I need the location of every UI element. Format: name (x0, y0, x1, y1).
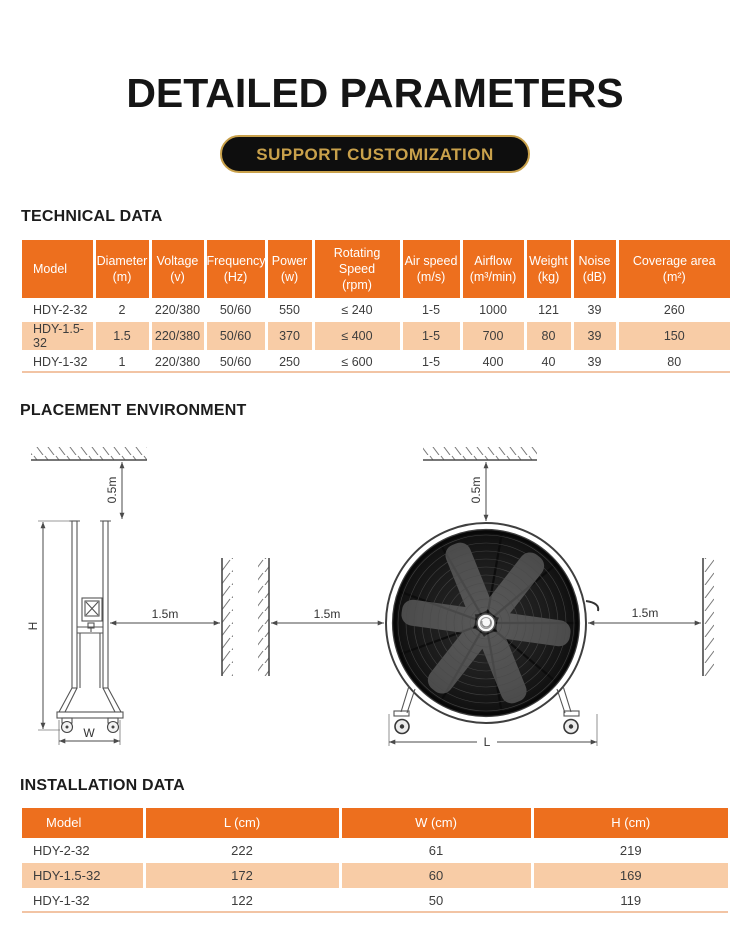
table-row (22, 322, 730, 350)
cell-rotating-speed: ≤ 400 (313, 322, 401, 350)
placement-diagram (0, 430, 750, 775)
cell-weight: 121 (525, 298, 572, 322)
cell-frequency: 50/60 (205, 350, 266, 374)
cell-voltage: 220/380 (150, 298, 205, 322)
cell-l: 172 (144, 863, 340, 888)
cell-w: 60 (340, 863, 532, 888)
cell-w: 50 (340, 888, 532, 913)
fan-handle (586, 601, 598, 611)
badge-row (0, 135, 750, 173)
ceiling-right (423, 447, 537, 460)
cell-air-speed: 1-5 (401, 350, 461, 374)
ceiling-gap-label: 0.5m (469, 476, 483, 504)
ceiling-left (31, 447, 147, 460)
fan-hub (477, 614, 495, 632)
wall-gap-dimension-2 (271, 607, 384, 623)
cell-air-speed: 1-5 (401, 298, 461, 322)
technical-data-heading: TECHNICAL DATA (21, 208, 163, 225)
cell-diameter: 2 (94, 298, 150, 322)
cell-weight: 80 (525, 322, 572, 350)
cell-weight: 40 (525, 350, 572, 374)
table-row (22, 240, 730, 298)
col-header-frequency: Frequency (Hz) (205, 240, 266, 298)
col-header-rotating-speed: Rotating Speed (rpm) (313, 240, 401, 298)
col-header-diameter: Diameter (m) (94, 240, 150, 298)
table-row (22, 863, 728, 888)
ceiling-gap-label: 0.5m (105, 476, 119, 504)
col-header-airflow: Airflow (m³/min) (461, 240, 525, 298)
technical-data-table (22, 240, 730, 374)
wall-pair (222, 558, 269, 676)
cell-airflow: 1000 (461, 298, 525, 322)
cell-h: 119 (620, 893, 642, 908)
wall-gap-label: 1.5m (313, 607, 341, 621)
col-header-coverage-area: Coverage area (m²) (617, 240, 730, 298)
cell-h: 169 (532, 863, 728, 888)
col-header-model: Model (22, 808, 144, 838)
installation-data-table (22, 808, 728, 913)
col-header-voltage: Voltage (v) (150, 240, 205, 298)
cell-model: HDY-1.5-32 (22, 863, 144, 888)
col-header-air-speed: Air speed (m/s) (401, 240, 461, 298)
installation-table-header (22, 808, 728, 838)
cell-frequency: 50/60 (205, 322, 266, 350)
height-dimension (26, 521, 70, 730)
cell-power: 370 (266, 322, 313, 350)
wall-gap-label: 1.5m (631, 606, 659, 620)
ceiling-gap-dimension-right (469, 462, 486, 521)
width-label: W (83, 726, 95, 740)
wall-right (703, 558, 714, 676)
cell-airflow: 400 (461, 350, 525, 374)
cell-w: 61 (340, 838, 532, 863)
cell-h: 219 (619, 843, 642, 858)
cell-rotating-speed: ≤ 600 (313, 350, 401, 374)
wall-gap-dimension-1 (110, 607, 220, 623)
cell-rotating-speed: ≤ 240 (313, 298, 401, 322)
cell-l: 122 (144, 888, 340, 913)
col-header-h-cm: H (cm) (532, 808, 728, 838)
ceiling-gap-dimension-left (105, 462, 122, 519)
col-header-l-cm: L (cm) (144, 808, 340, 838)
col-header-noise: Noise (dB) (572, 240, 617, 298)
cell-model: HDY-1.5-32 (22, 322, 94, 350)
cell-coverage: 260 (663, 303, 685, 317)
cell-power: 550 (266, 298, 313, 322)
col-header-weight: Weight (kg) (525, 240, 572, 298)
technical-table-header (22, 240, 730, 298)
cell-noise: 39 (572, 322, 617, 350)
cell-model: HDY-2-32 (22, 298, 94, 322)
cell-model: HDY-1-32 (22, 888, 144, 913)
cell-noise: 39 (572, 350, 617, 374)
table-bottom-rule (22, 371, 730, 373)
cell-model: HDY-2-32 (22, 838, 144, 863)
table-row (22, 838, 728, 863)
table-row (22, 808, 728, 838)
table-row (22, 298, 730, 322)
cell-coverage: 80 (667, 355, 682, 369)
fan-front-view (386, 523, 598, 734)
cell-power: 250 (266, 350, 313, 374)
col-header-power: Power (w) (266, 240, 313, 298)
cell-coverage: 150 (617, 322, 730, 350)
installation-data-heading: INSTALLATION DATA (20, 777, 185, 794)
cell-model: HDY-1-32 (22, 350, 94, 374)
length-label: L (483, 735, 491, 749)
cell-voltage: 220/380 (150, 350, 205, 374)
wall-gap-label: 1.5m (151, 607, 179, 621)
cell-frequency: 50/60 (205, 298, 266, 322)
cell-voltage: 220/380 (150, 322, 205, 350)
col-header-w-cm: W (cm) (340, 808, 532, 838)
height-label: H (26, 621, 40, 631)
cell-air-speed: 1-5 (401, 322, 461, 350)
table-bottom-rule (22, 911, 728, 913)
support-customization-badge: SUPPORT CUSTOMIZATION (220, 135, 530, 173)
cell-diameter: 1.5 (94, 322, 150, 350)
page-title: DETAILED PARAMETERS (126, 70, 624, 116)
fan-side-view (57, 521, 123, 733)
cell-noise: 39 (572, 298, 617, 322)
col-header-model: Model (22, 240, 94, 298)
cell-airflow: 700 (461, 322, 525, 350)
cell-diameter: 1 (94, 350, 150, 374)
cell-l: 222 (144, 838, 340, 863)
placement-environment-heading: PLACEMENT ENVIRONMENT (20, 402, 247, 419)
wall-gap-dimension-3 (588, 606, 701, 623)
table-row (22, 888, 728, 913)
